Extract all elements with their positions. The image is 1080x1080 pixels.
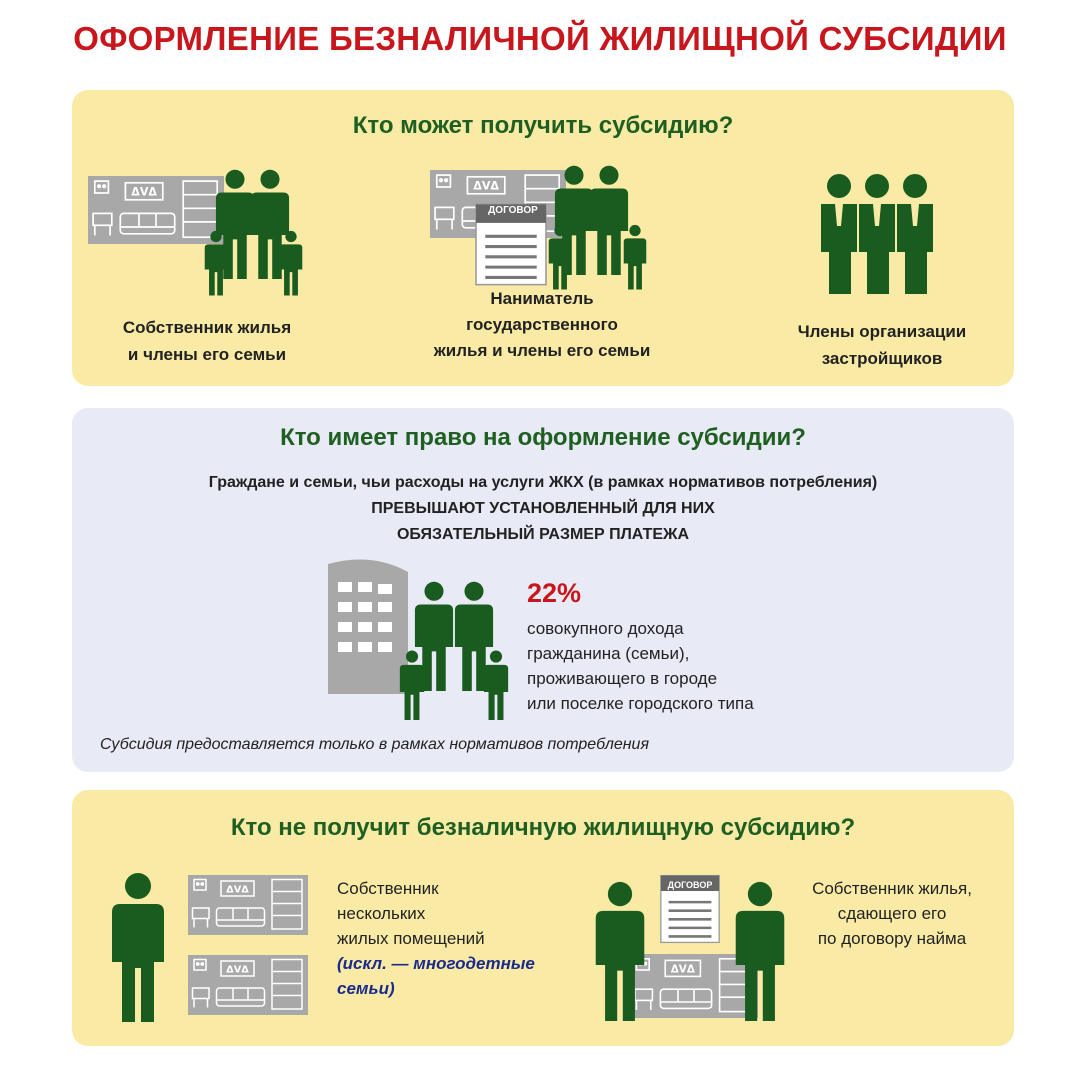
landlord-illustration xyxy=(592,874,792,1035)
item-developers-label: Члены организации застройщиков xyxy=(797,322,967,368)
section-heading: Кто имеет право на оформление субсидии? xyxy=(280,424,806,451)
page-title: ОФОРМЛЕНИЕ БЕЗНАЛИЧНОЙ ЖИЛИЩНОЙ СУБСИДИИ xyxy=(73,20,1007,57)
section-heading: Кто не получит безналичную жилищную субсидию? xyxy=(230,814,856,841)
section-who-can-get xyxy=(72,90,1014,386)
contract-doc-label: ДОГОВОР xyxy=(488,205,538,216)
item-tenant-label: Наниматель государственного жилья и члены его семьи xyxy=(433,289,651,360)
section-who-will-not-get xyxy=(72,790,1014,1046)
landlord-text: Собственник жилья, сдающего его по договору найма xyxy=(812,879,972,948)
multiple-owner-illustration xyxy=(108,870,318,1031)
item-owner-label: Собственник жилья и члены его семьи xyxy=(122,318,292,364)
city-family-illustration xyxy=(322,558,522,733)
owner-family-illustration xyxy=(88,168,318,313)
developers-illustration xyxy=(817,172,947,307)
eligibility-text: Граждане и семьи, чьи расходы на услуги ЖКХ (в рамках нормативов потребления) ПРЕВЫШАЮТ УСТАНОВЛЕННЫЙ ДЛЯ НИХ ОБЯЗАТЕЛЬНЫЙ РАЗМЕР ПЛАТЕЖА xyxy=(208,474,878,543)
income-description: совокупного дохода гражданина (семьи), проживающего в городе или поселке городского типа xyxy=(527,619,754,713)
section-who-has-right xyxy=(72,408,1014,772)
section-heading: Кто может получить субсидию? xyxy=(352,112,734,139)
income-percent: 22% xyxy=(527,578,582,608)
contract-doc-label: ДОГОВОР xyxy=(667,880,713,890)
multiple-owner-text: Собственник нескольких жилых помещений (искл. — многодетные семьи) xyxy=(337,876,535,1001)
subsidy-note: Субсидия предоставляется только в рамках нормативов потребления xyxy=(100,736,649,753)
exception-note: (искл. — многодетные семьи) xyxy=(337,954,535,998)
